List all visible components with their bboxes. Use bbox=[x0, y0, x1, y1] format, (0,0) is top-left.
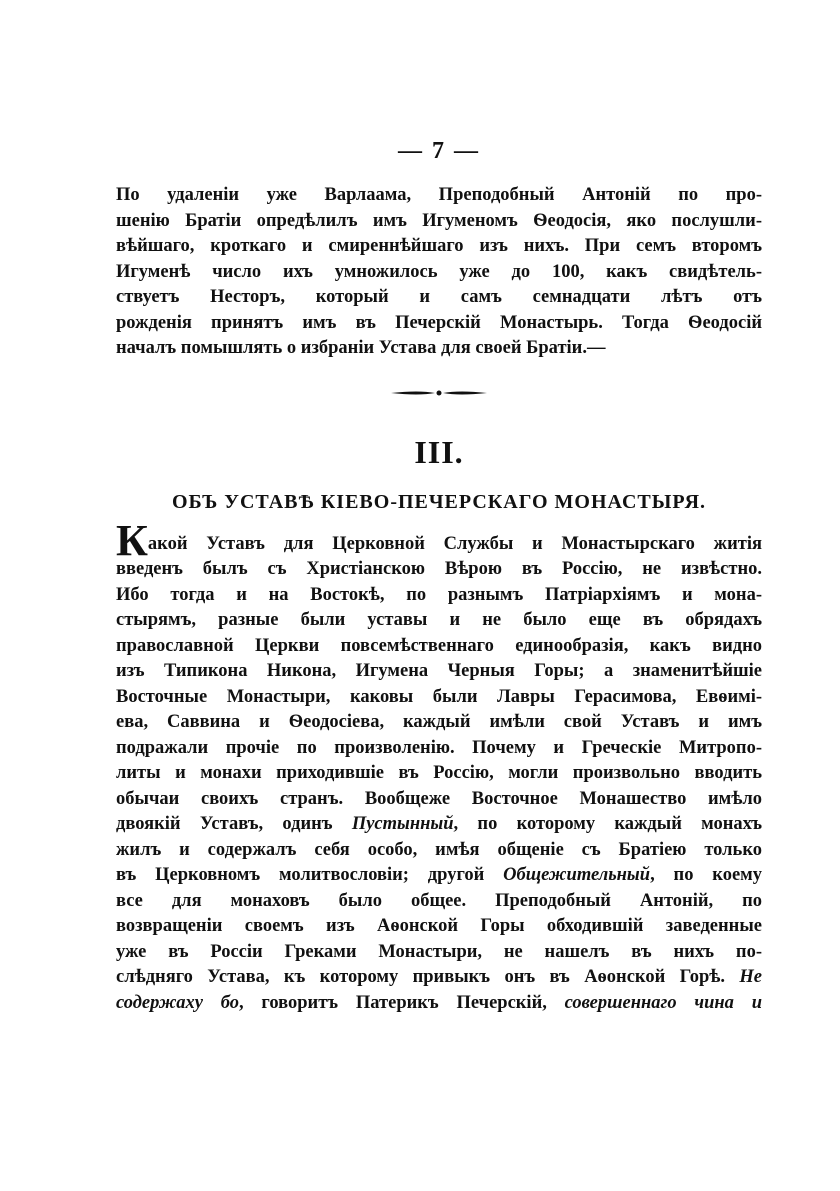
text-line: стырямъ, разные были уставы и не было еще въ обрядахъ bbox=[116, 610, 762, 630]
page-number: — 7 — bbox=[398, 138, 480, 164]
text-line: вѣйшаго, кроткаго и смиреннѣйшаго изъ нихъ. При семъ второмъ bbox=[116, 236, 762, 256]
paragraph-2 bbox=[116, 515, 763, 1017]
text-line: шенію Братіи опредѣлилъ имъ Игуменомъ Ѳеодосія, яко послушли- bbox=[116, 210, 762, 231]
drop-cap: К bbox=[116, 515, 148, 565]
text-line: Восточные Монастыри, каковы были Лавры Герасимова, Евѳимі- bbox=[116, 686, 762, 707]
text-line: подражали прочіе по произволенію. Почему и Греческіе Митропо- bbox=[116, 737, 762, 758]
text-line: Ибо тогда и на Востокѣ, по разнымъ Патріархіямъ и мона- bbox=[116, 584, 762, 605]
text-line: въ Церковномъ молитвословіи; другой Общежительный, по коему bbox=[116, 865, 763, 885]
divider-ornament bbox=[389, 388, 489, 398]
text-line: ева, Саввина и Ѳеодосіева, каждый имѣли свой Уставъ и имъ bbox=[116, 712, 762, 732]
text-line: уже въ Россіи Греками Монастыри, не нашелъ въ нихъ по- bbox=[116, 941, 762, 962]
text-line: введенъ былъ съ Христіанскою Вѣрою въ Россію, не извѣстно. bbox=[116, 559, 762, 579]
text-line: По удаленіи уже Варлаама, Преподобный Антоній по про- bbox=[116, 185, 762, 205]
text-line-rest: акой Уставъ для Церковной Службы и Монастырскаго житія bbox=[147, 533, 762, 554]
text-line: рожденія принятъ имъ въ Печерскій Монастырь. Тогда Ѳеодосій bbox=[116, 312, 762, 333]
chapter-title: ОБЪ УСТАВѢ КІЕВО-ПЕЧЕРСКАГО МОНАСТЫРЯ. bbox=[171, 490, 707, 513]
text-line: литы и монахи приходившіе въ Россію, могли произвольно вводить bbox=[116, 763, 762, 783]
text-line: православной Церкви повсемѣственнаго единообразія, какъ видно bbox=[116, 635, 762, 656]
text-line: содержаху бо, говоритъ Патерикъ Печерскій, совершеннаго чина и bbox=[116, 992, 762, 1013]
text-line: обычаи своихъ странъ. Вообщеже Восточное Монашество имѣло bbox=[116, 788, 762, 809]
chapter-number: III. bbox=[414, 433, 464, 470]
text-line: изъ Типикона Никона, Игумена Черныя Горы; а знаменитѣйшіе bbox=[116, 661, 762, 681]
text-line: возвращеніи своемъ изъ Аѳонской Горы обходившій заведенные bbox=[116, 916, 762, 936]
text-line bbox=[116, 515, 762, 565]
text-line: жилъ и содержалъ себя особо, имѣя общеніе съ Братіею только bbox=[116, 839, 762, 860]
text-line: началъ помышлять о избраніи Устава для своей Братіи.— bbox=[116, 338, 606, 358]
text-line: Игуменѣ число ихъ умножилось уже до 100, какъ свидѣтель- bbox=[116, 261, 762, 282]
document-page bbox=[116, 138, 762, 1016]
text-line: слѣдняго Устава, къ которому привыкъ онъ въ Аѳонской Горѣ. Не bbox=[116, 967, 762, 987]
text-line: двоякій Уставъ, одинъ Пустынный, по которому каждый монахъ bbox=[116, 814, 762, 834]
text-line: все для монаховъ было общее. Преподобный Антоній, по bbox=[116, 890, 762, 911]
text-line: ствуетъ Несторъ, который и самъ семнадцати лѣтъ отъ bbox=[116, 287, 762, 307]
paragraph-1 bbox=[116, 183, 762, 362]
